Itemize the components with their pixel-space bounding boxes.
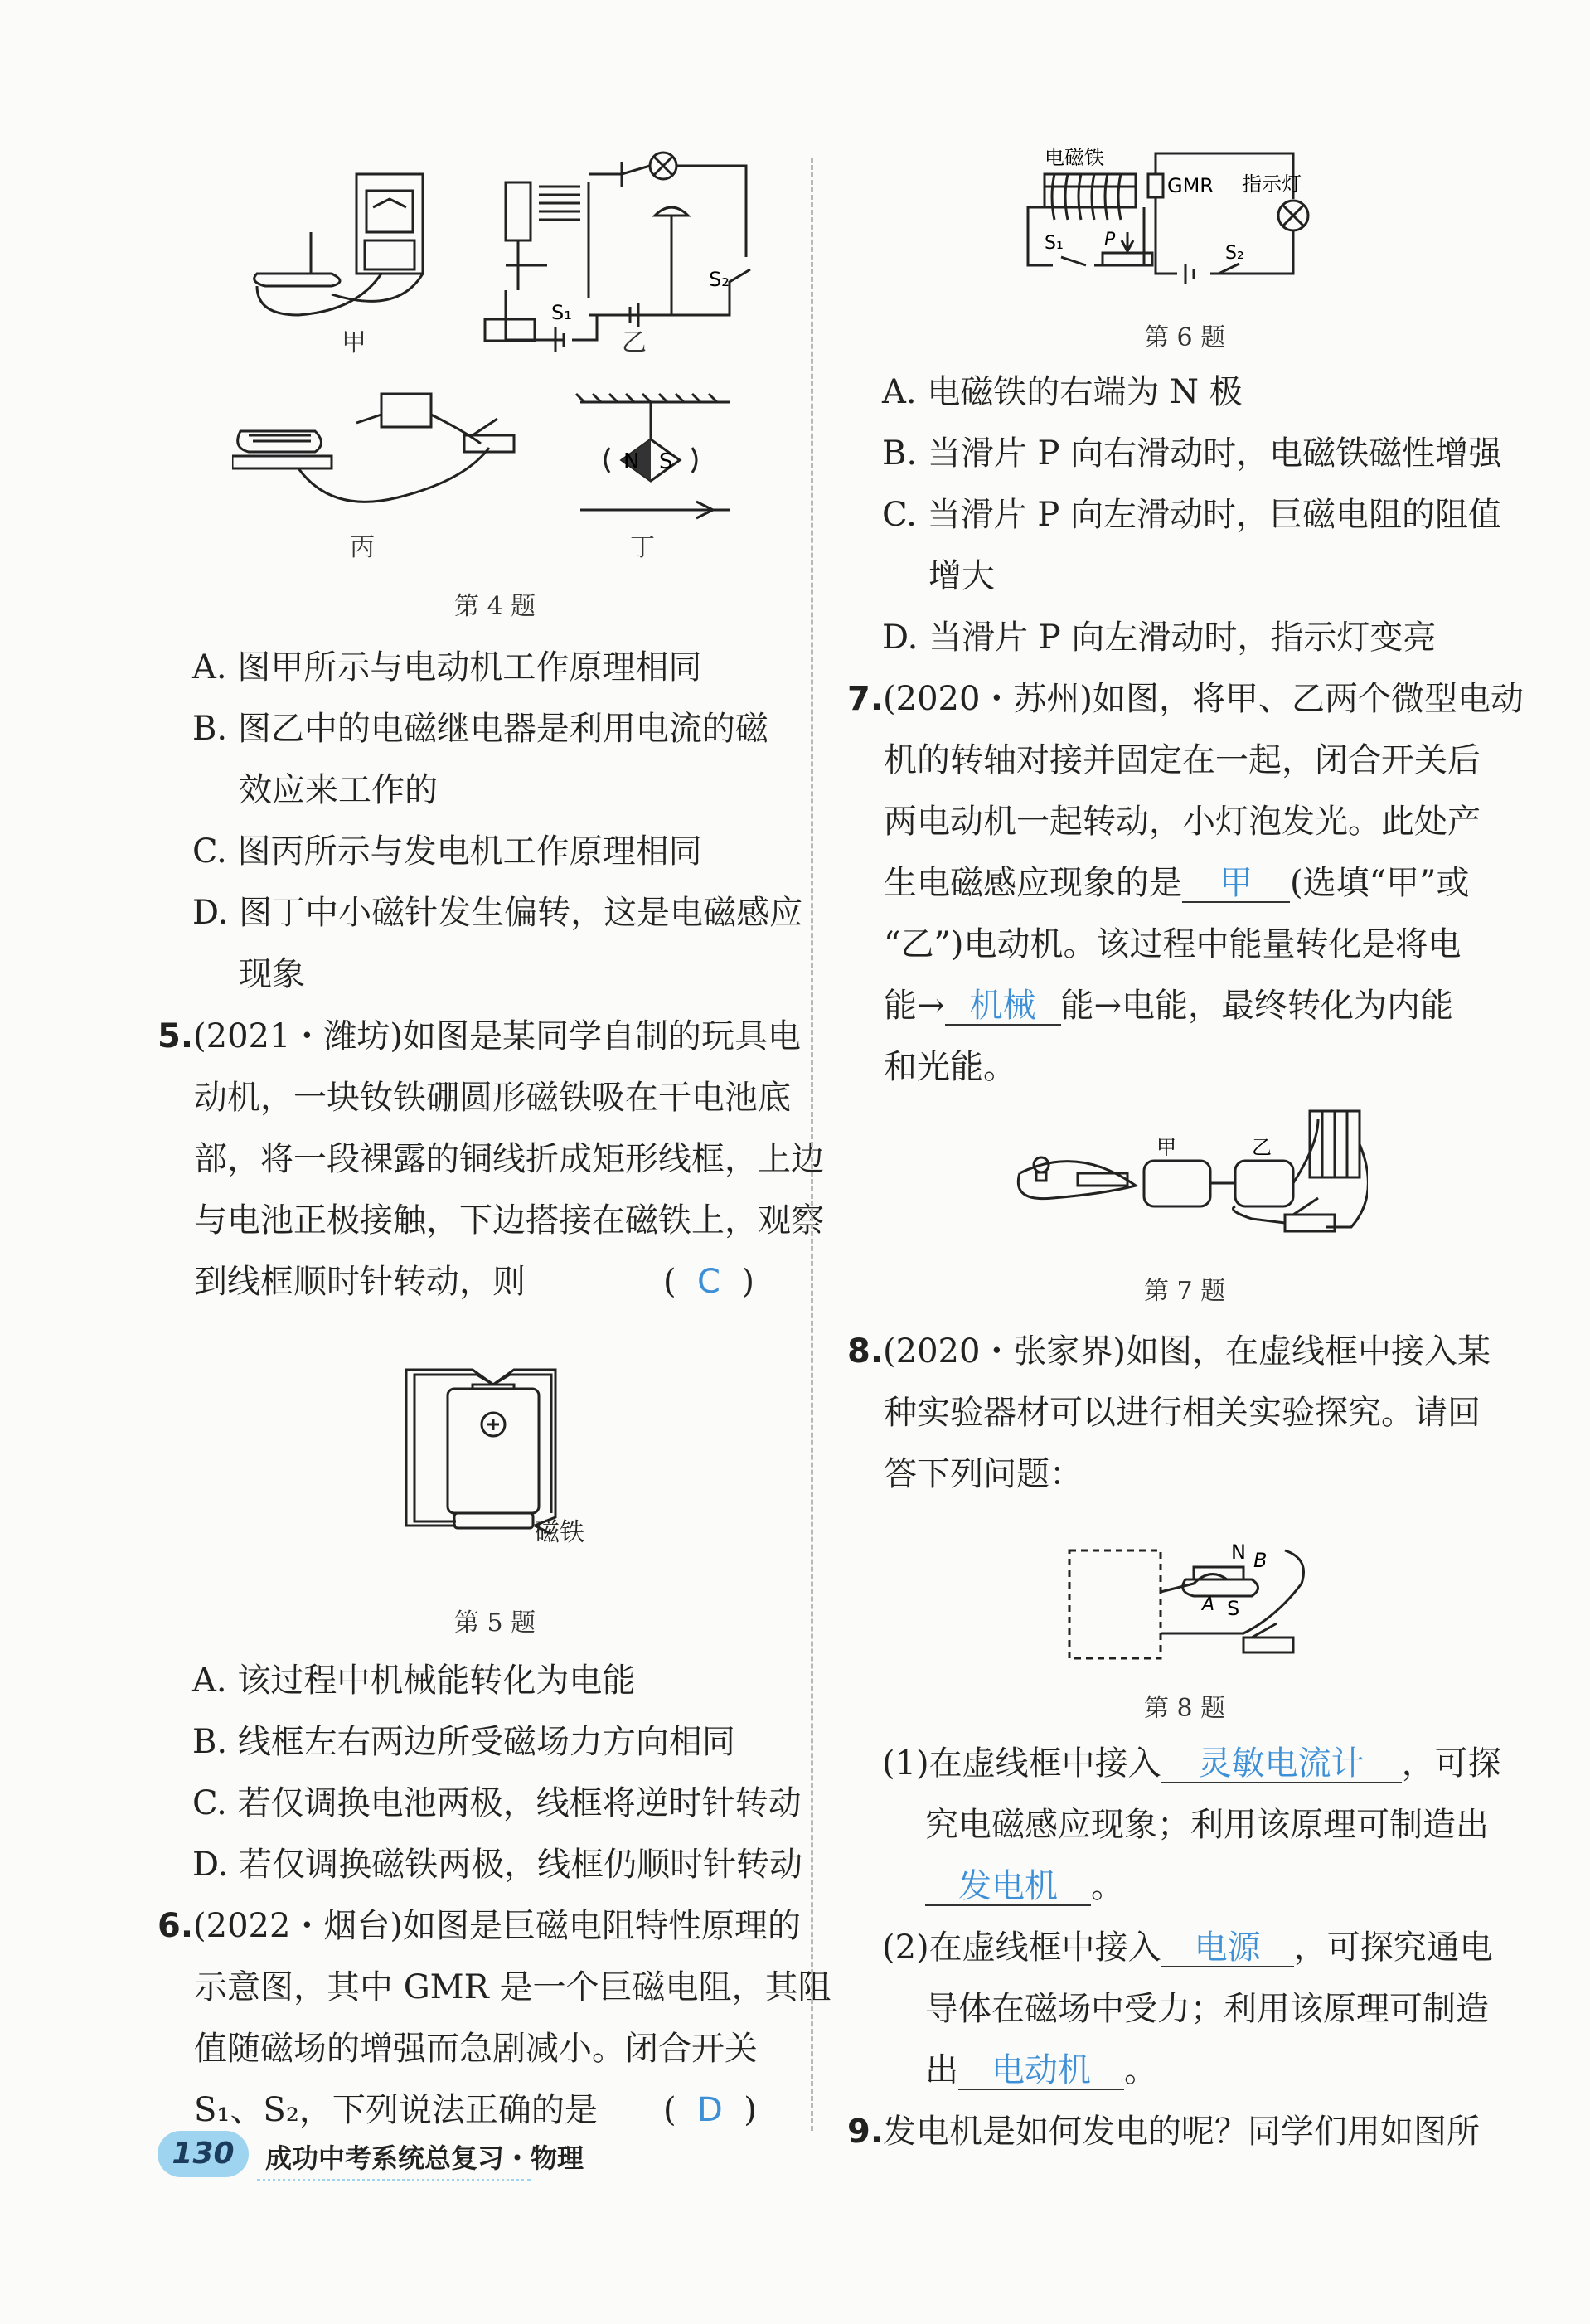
q7-number: 7. <box>847 680 884 718</box>
q4-option-b-line2: 效应来工作的 <box>239 771 438 809</box>
q6-magnet-label: 电磁铁 <box>1045 146 1104 169</box>
q4-label-ding: 丁 <box>630 533 655 562</box>
q5-line-1 <box>158 1006 804 1067</box>
q5-answer-bracket: ( C ) <box>663 1263 755 1301</box>
q6-option-c: C. 当滑片 P 向左滑动时，巨磁电阻的阻值 <box>882 496 1501 534</box>
q4-option-d-cont <box>192 944 305 1005</box>
question-6 <box>158 1895 831 2141</box>
question-7 <box>847 668 1577 1098</box>
page-number: 130 <box>158 2131 249 2177</box>
question-9 <box>847 2101 1577 2162</box>
q6-option-c-cont <box>882 546 995 607</box>
q4-label-jia: 甲 <box>342 328 366 357</box>
q9-stem: 发电机是如何发电的呢？同学们用如图所 <box>883 2113 1481 2151</box>
q8-p2-end: 。 <box>1124 2051 1157 2089</box>
q6-option-b: B. 当滑片 P 向右滑动时，电磁铁磁性增强 <box>882 434 1502 473</box>
q4-needle-s: S <box>659 449 673 474</box>
q4-needle-n: N <box>623 449 640 474</box>
q8-number: 8. <box>847 1332 884 1371</box>
q4-option-c: C. 图丙所示与发电机工作原理相同 <box>192 832 702 871</box>
q8-line-2: 种实验器材可以进行相关实验探究。请回 <box>884 1394 1481 1432</box>
q4-caption: 第 4 题 <box>454 592 536 621</box>
q8-p1-end: 。 <box>1091 1867 1124 1905</box>
q7-line-4 <box>847 852 1577 914</box>
q4-option-b: B. 图乙中的电磁继电器是利用电流的磁 <box>192 710 768 748</box>
q7-line-2: 机的转轴对接并固定在一起，闭合开关后 <box>884 741 1481 779</box>
q6-answer-bracket: ( D ) <box>663 2091 757 2129</box>
q9-number: 9. <box>847 2113 884 2151</box>
q6-line-4 <box>158 2079 804 2141</box>
q9-line-1 <box>847 2101 1577 2162</box>
q5-line-3: 部，将一段裸露的铜线折成矩形线框，上边 <box>194 1140 824 1178</box>
q7-blank-2: 机械 <box>945 987 1061 1026</box>
q8-p1-blank: 灵敏电流计 <box>1161 1745 1402 1783</box>
q8-p1-blank-2: 发电机 <box>925 1868 1091 1906</box>
q7-figure <box>1003 1094 1368 1244</box>
q7-l4-post: (选填“甲”或 <box>1290 864 1470 902</box>
q4-option-b-cont <box>192 759 438 821</box>
q8-p1-pre: (1)在虚线框中接入 <box>882 1744 1161 1783</box>
q5-magnet-label: 磁铁 <box>535 1518 584 1547</box>
q6-line-2: 示意图，其中 GMR 是一个巨磁电阻，其阻 <box>194 1968 831 2006</box>
q5-option-d: D. 若仅调换磁铁两极，线框仍顺时针转动 <box>192 1846 803 1884</box>
q8-caption: 第 8 题 <box>1144 1694 1226 1723</box>
q6-gmr-label: GMR <box>1167 174 1214 197</box>
q8-p2-l3-pre: 出 <box>925 2051 958 2089</box>
q7-l6-pre: 能→ <box>884 987 945 1025</box>
q8-p2-pre: (2)在虚线框中接入 <box>882 1929 1161 1967</box>
q5-caption: 第 5 题 <box>454 1608 536 1637</box>
q8-p2-line-2: 导体在磁场中受力；利用该原理可制造 <box>925 1990 1489 2028</box>
q8-p1-post: ，可探 <box>1401 1744 1501 1783</box>
q6-s2-label: S₂ <box>1225 243 1244 264</box>
q8-p1-line-2: 究电磁感应现象；利用该原理可制造出 <box>925 1806 1489 1844</box>
q7-line-7: 和光能。 <box>884 1048 1016 1086</box>
q6-stem-1: (2022・烟台)如图是巨磁电阻特性原理的 <box>193 1907 802 1945</box>
q7-l6-post: 能→电能，最终转化为内能 <box>1060 987 1454 1025</box>
q7-l4-pre: 生电磁感应现象的是 <box>884 864 1182 902</box>
q8-part-2 <box>882 1917 1578 2101</box>
q6-answer: D <box>697 2091 723 2129</box>
q6-lamp-label: 指示灯 <box>1242 172 1302 196</box>
q5-option-b: B. 线框左右两边所受磁场力方向相同 <box>192 1723 735 1761</box>
book-title: 成功中考系统总复习・物理 <box>265 2142 584 2174</box>
q6-option-c-line2: 增大 <box>928 557 995 595</box>
q6-caption: 第 6 题 <box>1144 323 1226 352</box>
q8-label-n: N <box>1231 1540 1246 1564</box>
q8-p2-post: ，可探究通电 <box>1293 1929 1493 1967</box>
q8-p1-line-1 <box>882 1733 1578 1794</box>
q5-line-5 <box>158 1251 804 1312</box>
q6-line-3: 值随磁场的增强而急剧减小。闭合开关 <box>194 2030 758 2068</box>
q7-caption: 第 7 题 <box>1144 1277 1226 1306</box>
q6-s1-label: S₁ <box>1045 233 1064 254</box>
q4-figure <box>232 149 796 564</box>
q7-blank-1: 甲 <box>1182 865 1290 903</box>
q4-label-yi: 乙 <box>622 328 647 357</box>
q7-line-6 <box>847 975 1577 1036</box>
q7-line-1 <box>847 668 1577 730</box>
q4-option-d: D. 图丁中小磁针发生偏转，这是电磁感应 <box>192 894 803 932</box>
q5-option-a: A. 该过程中机械能转化为电能 <box>192 1662 636 1700</box>
q8-part-1 <box>882 1733 1578 1917</box>
q6-p-label: P <box>1104 230 1116 250</box>
q8-p2-line-3 <box>882 2040 1578 2101</box>
q5-option-c: C. 若仅调换电池两极，线框将逆时针转动 <box>192 1784 802 1822</box>
q4-label-bing: 丙 <box>350 533 375 562</box>
q8-p1-line-3 <box>882 1856 1578 1917</box>
q8-figure <box>1061 1534 1326 1667</box>
q8-line-1 <box>847 1321 1577 1382</box>
q7-label-yi: 乙 <box>1252 1136 1272 1159</box>
q8-p2-blank-2: 电动机 <box>958 2052 1124 2090</box>
q6-option-d: D. 当滑片 P 向左滑动时，指示灯变亮 <box>882 619 1437 657</box>
q5-number: 5. <box>158 1017 194 1055</box>
q6-stem-4: S₁、S₂，下列说法正确的是 <box>194 2091 598 2129</box>
q8-label-s: S <box>1227 1597 1240 1620</box>
q4-s2-label: S₂ <box>709 268 730 291</box>
column-divider <box>811 158 813 2131</box>
q7-label-jia: 甲 <box>1156 1136 1176 1159</box>
footer-decoration <box>257 2179 531 2181</box>
question-5 <box>158 1006 824 1312</box>
q7-line-5: “乙”)电动机。该过程中能量转化是将电 <box>884 925 1462 963</box>
q8-p2-line-1 <box>882 1917 1578 1978</box>
q4-s1-label: S₁ <box>551 301 572 324</box>
q4-option-a: A. 图甲所示与电动机工作原理相同 <box>192 648 702 687</box>
q5-answer: C <box>697 1263 720 1301</box>
q8-label-a: A <box>1202 1594 1215 1615</box>
q8-label-b: B <box>1253 1549 1268 1572</box>
q7-stem-1: (2020・苏州)如图，将甲、乙两个微型电动 <box>883 680 1525 718</box>
q6-line-1 <box>158 1895 804 1957</box>
q7-line-3: 两电动机一起转动，小灯泡发光。此处产 <box>884 803 1481 841</box>
q6-number: 6. <box>158 1907 194 1945</box>
q6-figure <box>1020 141 1368 290</box>
q8-stem-1: (2020・张家界)如图，在虚线框中接入某 <box>883 1332 1491 1371</box>
question-8 <box>847 1321 1577 1505</box>
q8-p2-blank: 电源 <box>1161 1929 1294 1967</box>
q4-option-d-line2: 现象 <box>239 955 305 993</box>
q5-line-2: 动机，一块钕铁硼圆形磁铁吸在干电池底 <box>194 1079 791 1117</box>
q5-line-4: 与电池正极接触，下边搭接在磁铁上，观察 <box>194 1201 824 1240</box>
q5-stem-1: (2021・潍坊)如图是某同学自制的玩具电 <box>193 1017 802 1055</box>
q6-option-a: A. 电磁铁的右端为 N 极 <box>882 373 1243 411</box>
q5-stem-5: 到线框顺时针转动，则 <box>194 1263 526 1301</box>
q8-line-3: 答下列问题： <box>884 1455 1083 1493</box>
